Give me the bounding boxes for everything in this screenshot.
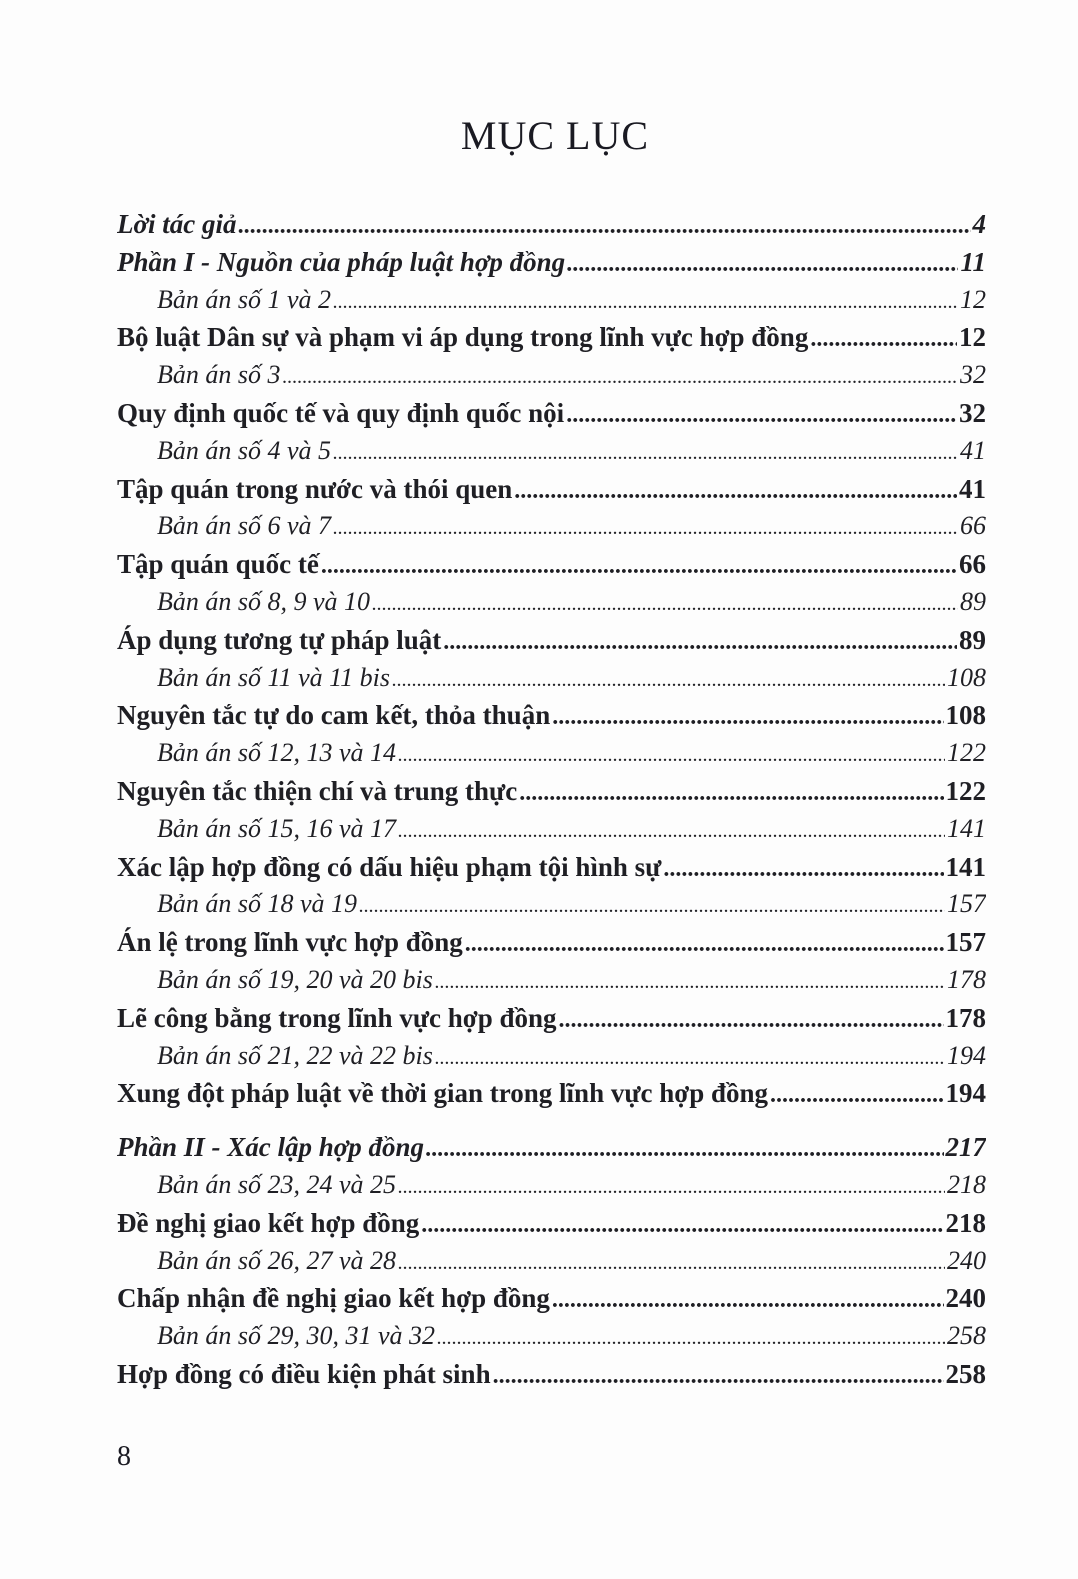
toc-entry-page: 218 xyxy=(945,1207,986,1238)
toc-entry-page: 240 xyxy=(947,1245,986,1275)
dot-leader xyxy=(398,820,945,843)
toc-entry-page: 217 xyxy=(945,1132,986,1163)
toc-entry-page: 178 xyxy=(947,964,986,994)
toc-entry-page: 194 xyxy=(947,1040,986,1070)
toc-entry-title: Xác lập hợp đồng có dấu hiệu phạm tội hình sự xyxy=(117,851,662,882)
toc-entry-title: Bản án số 1 và 2 xyxy=(157,284,332,314)
dot-leader xyxy=(519,780,943,807)
dot-leader xyxy=(566,402,957,429)
toc-entry-page: 12 xyxy=(960,284,986,314)
toc-part-entry xyxy=(117,209,986,247)
dot-leader xyxy=(663,856,943,883)
toc-entry-page: 240 xyxy=(945,1283,986,1314)
toc-subentry xyxy=(117,360,986,398)
toc-entry xyxy=(117,549,986,587)
section-gap xyxy=(117,1116,986,1132)
toc-entry-title: Bản án số 15, 16 và 17 xyxy=(157,813,397,843)
toc-entry-title: Bản án số 8, 9 và 10 xyxy=(157,586,371,616)
dot-leader xyxy=(421,1212,943,1239)
toc-entry-title: Đề nghị giao kết hợp đồng xyxy=(117,1207,420,1238)
toc-subentry xyxy=(117,965,986,1003)
toc-entry xyxy=(117,1359,986,1397)
dot-leader xyxy=(810,326,957,353)
toc-entry-page: 32 xyxy=(959,397,986,428)
toc-entry-page: 258 xyxy=(947,1321,986,1351)
toc-entry-title: Bản án số 26, 27 và 28 xyxy=(157,1245,397,1275)
toc-entry xyxy=(117,398,986,436)
toc-subentry xyxy=(117,1321,986,1359)
dot-leader xyxy=(398,744,945,767)
dot-leader xyxy=(552,704,943,731)
dot-leader xyxy=(559,1007,944,1034)
toc-entry-title: Bản án số 6 và 7 xyxy=(157,511,332,541)
toc-entry-title: Bộ luật Dân sự và phạm vi áp dụng trong lĩnh vực hợp đồng xyxy=(117,322,809,353)
toc-entry-title: Nguyên tắc thiện chí và trung thực xyxy=(117,775,518,806)
toc-subentry xyxy=(117,436,986,474)
toc-entry-page: 157 xyxy=(947,889,986,919)
toc-entry-page: 11 xyxy=(960,246,986,277)
toc-entry-title: Chấp nhận đề nghị giao kết hợp đồng xyxy=(117,1283,550,1314)
toc-entry xyxy=(117,852,986,890)
toc-entry-title: Áp dụng tương tự pháp luật xyxy=(117,624,442,655)
toc-entry xyxy=(117,927,986,965)
toc-entry-page: 141 xyxy=(947,813,986,843)
toc-entry xyxy=(117,474,986,512)
toc-subentry xyxy=(117,285,986,323)
toc-subentry xyxy=(117,1041,986,1079)
toc-entry-title: Lời tác giả xyxy=(117,209,237,239)
dot-leader xyxy=(283,366,959,389)
toc-entry-page: 66 xyxy=(959,549,986,580)
toc-entry-title: Bản án số 21, 22 và 22 bis xyxy=(157,1040,433,1070)
toc-entry-title: Bản án số 29, 30, 31 và 32 xyxy=(157,1321,436,1351)
toc-entry-title: Án lệ trong lĩnh vực hợp đồng xyxy=(117,927,463,958)
toc-entry-page: 194 xyxy=(945,1078,986,1109)
dot-leader xyxy=(333,442,958,465)
toc-entry-page: 4 xyxy=(972,209,986,239)
toc-entry-page: 32 xyxy=(960,360,986,390)
toc-subentry xyxy=(117,814,986,852)
toc-part-entry xyxy=(117,247,986,285)
toc-entry-title: Tập quán quốc tế xyxy=(117,549,319,580)
toc-entry-title: Nguyên tắc tự do cam kết, thỏa thuận xyxy=(117,700,551,731)
dot-leader xyxy=(552,1287,944,1314)
toc-entry xyxy=(117,700,986,738)
toc-entry-title: Bản án số 18 và 19 xyxy=(157,889,358,919)
toc-entry-page: 41 xyxy=(959,473,986,504)
toc-entry xyxy=(117,322,986,360)
page-number: 8 xyxy=(117,1441,131,1472)
dot-leader xyxy=(567,251,958,278)
toc-entry xyxy=(117,1003,986,1041)
toc-entry-page: 89 xyxy=(960,586,986,616)
dot-leader xyxy=(426,1136,943,1163)
toc-subentry xyxy=(117,663,986,701)
toc-entry-page: 178 xyxy=(945,1002,986,1033)
dot-leader xyxy=(359,895,945,918)
toc-entry-page: 108 xyxy=(947,662,986,692)
toc-entry-page: 12 xyxy=(959,322,986,353)
dot-leader xyxy=(493,1363,944,1390)
toc-subentry xyxy=(117,1170,986,1208)
toc-entry-page: 66 xyxy=(960,511,986,541)
toc-subentry xyxy=(117,587,986,625)
dot-leader xyxy=(435,971,945,994)
toc-entry xyxy=(117,776,986,814)
dot-leader xyxy=(333,517,958,540)
dot-leader xyxy=(372,593,958,616)
toc-entry xyxy=(117,1283,986,1321)
toc-entry-title: Bản án số 12, 13 và 14 xyxy=(157,738,397,768)
dot-leader xyxy=(321,553,957,580)
toc-entry-page: 141 xyxy=(945,851,986,882)
dot-leader xyxy=(435,1047,945,1070)
toc-entry-title: Bản án số 19, 20 và 20 bis xyxy=(157,964,433,994)
dot-leader xyxy=(398,1176,945,1199)
dot-leader xyxy=(398,1252,945,1275)
dot-leader xyxy=(437,1327,945,1350)
toc-entry-title: Phần II - Xác lập hợp đồng xyxy=(117,1132,425,1163)
toc-entry-title: Quy định quốc tế và quy định quốc nội xyxy=(117,397,565,428)
toc-entry-page: 122 xyxy=(945,775,986,806)
toc-entry-page: 89 xyxy=(959,624,986,655)
toc-subentry xyxy=(117,738,986,776)
toc-subentry xyxy=(117,889,986,927)
toc-entry-title: Xung đột pháp luật về thời gian trong lĩnh vực hợp đồng xyxy=(117,1078,769,1109)
toc-subentry xyxy=(117,1246,986,1284)
toc-entry-page: 157 xyxy=(945,927,986,958)
dot-leader xyxy=(770,1082,943,1109)
toc-entry-title: Bản án số 11 và 11 bis xyxy=(157,662,391,692)
toc-entry xyxy=(117,625,986,663)
toc-entry-page: 108 xyxy=(945,700,986,731)
toc-entry-title: Bản án số 23, 24 và 25 xyxy=(157,1169,397,1199)
dot-leader xyxy=(392,669,945,692)
toc-entry xyxy=(117,1078,986,1116)
toc-entry xyxy=(117,1208,986,1246)
dot-leader xyxy=(443,629,957,656)
toc-entry-page: 218 xyxy=(947,1169,986,1199)
toc-subentry xyxy=(117,511,986,549)
toc-entry-page: 122 xyxy=(947,738,986,768)
dot-leader xyxy=(465,931,944,958)
toc-entry-title: Bản án số 4 và 5 xyxy=(157,435,332,465)
toc-part-entry xyxy=(117,1132,986,1170)
dot-leader xyxy=(514,478,957,505)
toc-entry-title: Tập quán trong nước và thói quen xyxy=(117,473,513,504)
page-title: MỤC LỤC xyxy=(460,113,650,158)
toc-entry-page: 41 xyxy=(960,435,986,465)
dot-leader xyxy=(333,291,958,314)
table-of-contents xyxy=(117,209,986,1397)
toc-entry-title: Hợp đồng có điều kiện phát sinh xyxy=(117,1358,491,1389)
toc-entry-page: 258 xyxy=(945,1358,986,1389)
dot-leader xyxy=(238,213,970,240)
toc-entry-title: Phần I - Nguồn của pháp luật hợp đồng xyxy=(117,246,566,277)
toc-entry-title: Bản án số 3 xyxy=(157,360,281,390)
toc-entry-title: Lẽ công bằng trong lĩnh vực hợp đồng xyxy=(117,1002,557,1033)
